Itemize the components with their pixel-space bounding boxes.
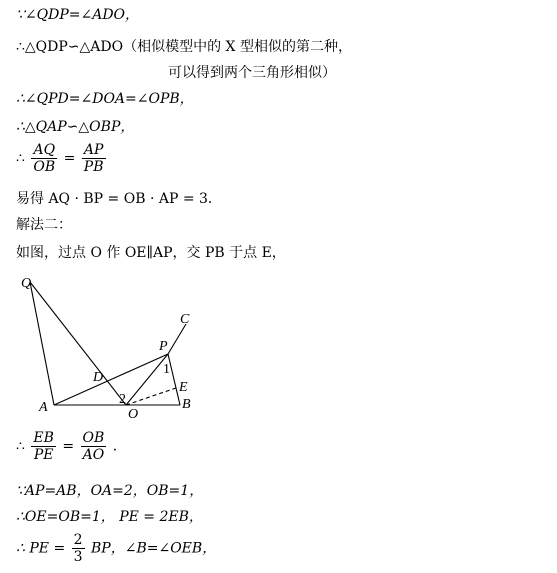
line-construction: 如图，过点 O 作 OE∥AP，交 PB 于点 E， <box>16 245 286 261</box>
label-p: P <box>159 339 168 354</box>
fraction-numerator: AP <box>82 142 106 159</box>
fraction-numerator: OB <box>82 430 105 446</box>
fraction-ap-pb <box>82 142 106 175</box>
line-method-two: 解法二： <box>16 217 72 233</box>
fraction-numerator: 2 <box>73 532 83 548</box>
fraction-denominator: OB <box>33 159 56 175</box>
label-c: C <box>180 312 190 327</box>
label-e: E <box>179 380 188 395</box>
line-similar-qap-obp: ∴△QAP∽△OBP， <box>16 119 135 135</box>
label-a: A <box>39 400 48 415</box>
label-angle-1: 1 <box>163 362 170 377</box>
line-ratio-2 <box>16 430 127 463</box>
fraction-denominator: PE <box>33 447 54 463</box>
equals-sign: = <box>63 150 76 167</box>
fraction-ob-ao <box>81 430 107 463</box>
segment-ap <box>54 354 168 405</box>
line-angle-chain: ∴∠QPD=∠DOA=∠OPB， <box>16 91 194 107</box>
line-product-result: 易得 AQ · BP = OB · AP = 3． <box>16 191 222 207</box>
label-q: Q <box>21 276 32 291</box>
pe-suffix: BP，∠B=∠OEB， <box>91 540 217 557</box>
label-b: B <box>182 397 191 412</box>
line-angle-equal: ∵∠QDP=∠ADO， <box>16 7 140 23</box>
fraction-denominator: PB <box>83 159 104 175</box>
fraction-denominator: 3 <box>73 549 83 565</box>
segment-qo <box>30 282 126 405</box>
geometry-figure <box>16 270 206 430</box>
line-similar-x-model: ∴△QDP∽△ADO（相似模型中的 X 型相似的第二种， <box>16 39 352 55</box>
fraction-numerator: EB <box>33 430 54 446</box>
pe-prefix: ∴ PE = <box>16 540 66 557</box>
ray-pc <box>168 324 186 354</box>
therefore-symbol: ∴ <box>16 150 25 167</box>
fraction-denominator: AO <box>82 447 105 463</box>
therefore-symbol: ∴ <box>16 438 25 455</box>
label-angle-2: 2 <box>119 392 126 407</box>
label-d: D <box>93 370 104 385</box>
period: ． <box>112 438 127 455</box>
line-ratio-1 <box>16 142 108 175</box>
line-similar-x-model-cont: 可以得到两个三角形相似） <box>168 65 336 81</box>
line-given-values: ∵AP=AB，OA=2，OB=1， <box>16 483 204 499</box>
equals-sign: = <box>62 438 75 455</box>
segment-qa <box>30 282 54 405</box>
line-pe-bp <box>16 532 216 565</box>
label-o: O <box>128 407 139 422</box>
fraction-eb-pe <box>31 430 56 463</box>
fraction-two-thirds <box>72 532 85 565</box>
fraction-numerator: AQ <box>31 142 57 159</box>
line-oe-pe: ∴OE=OB=1， PE = 2EB， <box>16 509 203 525</box>
fraction-aq-ob <box>31 142 57 175</box>
